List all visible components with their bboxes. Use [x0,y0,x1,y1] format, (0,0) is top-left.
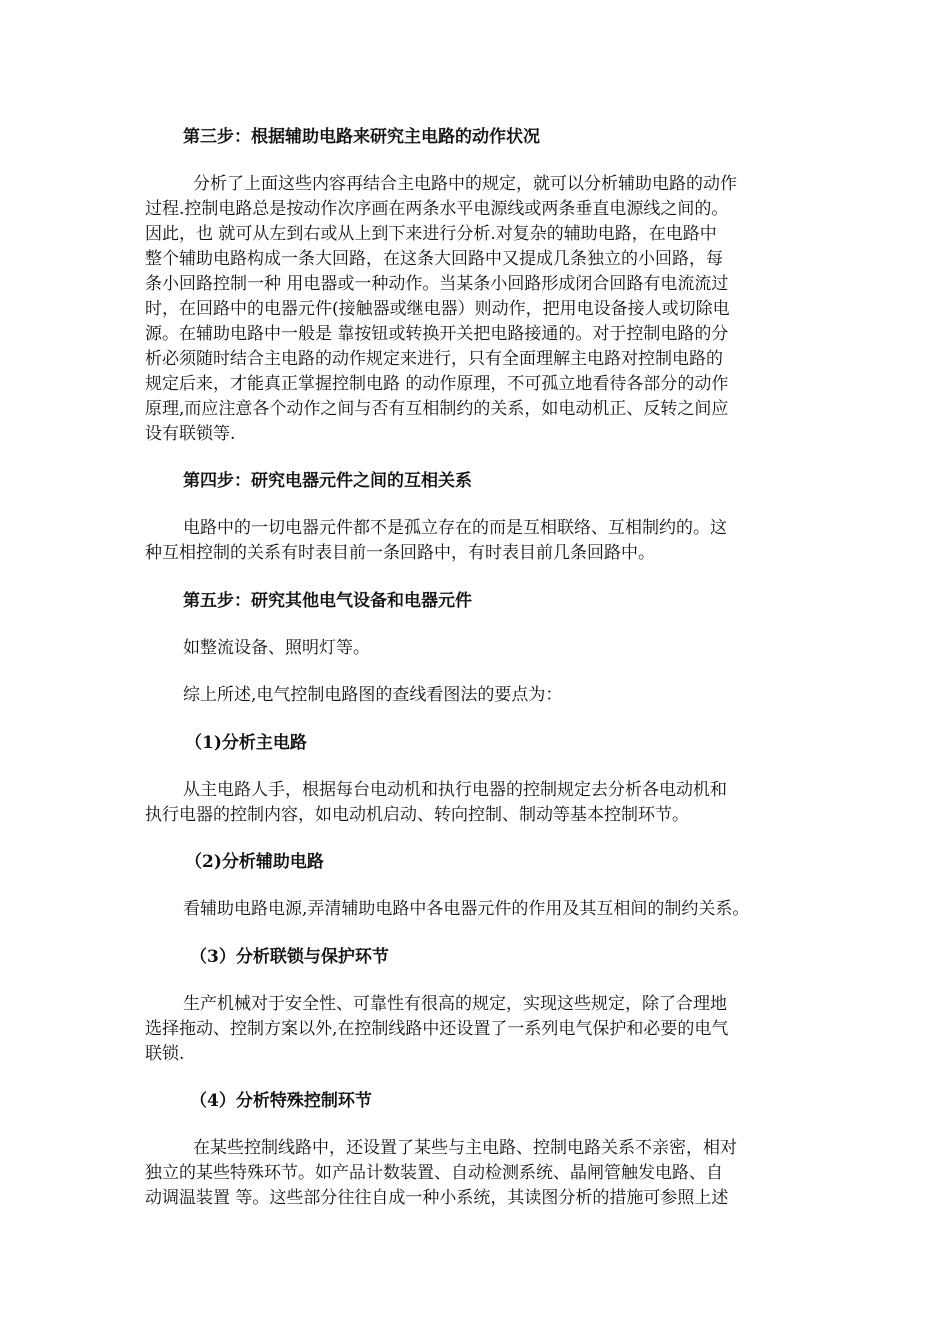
paragraph-line: 源。在辅助电路中一般是 靠按钮或转换开关把电路接通的。对于控制电路的分 [145,324,729,344]
paragraph-line: 看辅助电路电源,弄清辅助电路中各电器元件的作用及其互相间的制约关系。 [183,899,750,919]
paragraph-line: 执行电器的控制内容，如电动机启动、转向控制、制动等基本控制环节。 [145,805,689,825]
paragraph-line: 因此，也 就可从左到右或从上到下来进行分析.对复杂的辅助电路，在电路中 [145,224,717,244]
paragraph-line: 设有联锁等. [145,424,236,444]
paragraph-line: 生产机械对于安全性、可靠性有很高的规定，实现这些规定，除了合理地 [183,994,727,1014]
paragraph-line: 选择拖动、控制方案以外,在控制线路中还设置了一系列电气保护和必要的电气 [145,1019,729,1039]
paragraph-line: 综上所述,电气控制电路图的查线看图法的要点为： [183,685,563,705]
paragraph-line: 条小回路控制一种 用电器或一种动作。当某条小回路形成闭合回路有电流流过 [145,274,729,294]
paragraph-line: 原理,而应注意各个动作之间与否有互相制约的关系，如电动机正、反转之间应 [145,399,729,419]
subheading-1: （1)分析主电路 [185,733,307,753]
step3-heading: 第三步：根据辅助电路来研究主电路的动作状况 [183,127,540,147]
paragraph-line: 规定后来，才能真正掌握控制电路 的动作原理，不可孤立地看待各部分的动作 [145,374,729,394]
paragraph-line: 过程.控制电路总是按动作次序画在两条水平电源线或两条垂直电源线之间的。 [145,199,729,219]
paragraph-line: 时，在回路中的电器元件(接触器或继电器）则动作，把用电设备接人或切除电 [145,299,730,319]
paragraph-line: 种互相控制的关系有时表目前一条回路中，有时表目前几条回路中。 [145,543,655,563]
paragraph-line: 独立的某些特殊环节。如产品计数装置、自动检测系统、晶闸管触发电路、自 [145,1163,723,1183]
paragraph-line: 联锁. [145,1044,185,1064]
paragraph-line: 分析了上面这些内容再结合主电路中的规定，就可以分析辅助电路的动作 [193,174,737,194]
step4-heading: 第四步：研究电器元件之间的互相关系 [183,471,472,491]
subheading-4: （4）分析特殊控制环节 [190,1091,372,1111]
subheading-3: （3）分析联锁与保护环节 [190,947,389,967]
paragraph-line: 动调温装置 等。这些部分往往自成一种小系统，其读图分析的措施可参照上述 [145,1188,729,1208]
paragraph-line: 析必须随时结合主电路的动作规定来进行，只有全面理解主电路对控制电路的 [145,349,723,369]
paragraph-line: 如整流设备、照明灯等。 [183,638,370,658]
paragraph-line: 在某些控制线路中，还设置了某些与主电路、控制电路关系不亲密，相对 [193,1138,737,1158]
paragraph-line: 电路中的一切电器元件都不是孤立存在的而是互相联络、互相制约的。这 [183,518,727,538]
step5-heading: 第五步：研究其他电气设备和电器元件 [183,591,472,611]
subheading-2: （2)分析辅助电路 [185,852,324,872]
paragraph-line: 从主电路人手，根据每台电动机和执行电器的控制规定去分析各电动机和 [183,780,727,800]
paragraph-line: 整个辅助电路构成一条大回路，在这条大回路中又提成几条独立的小回路，每 [145,249,723,269]
